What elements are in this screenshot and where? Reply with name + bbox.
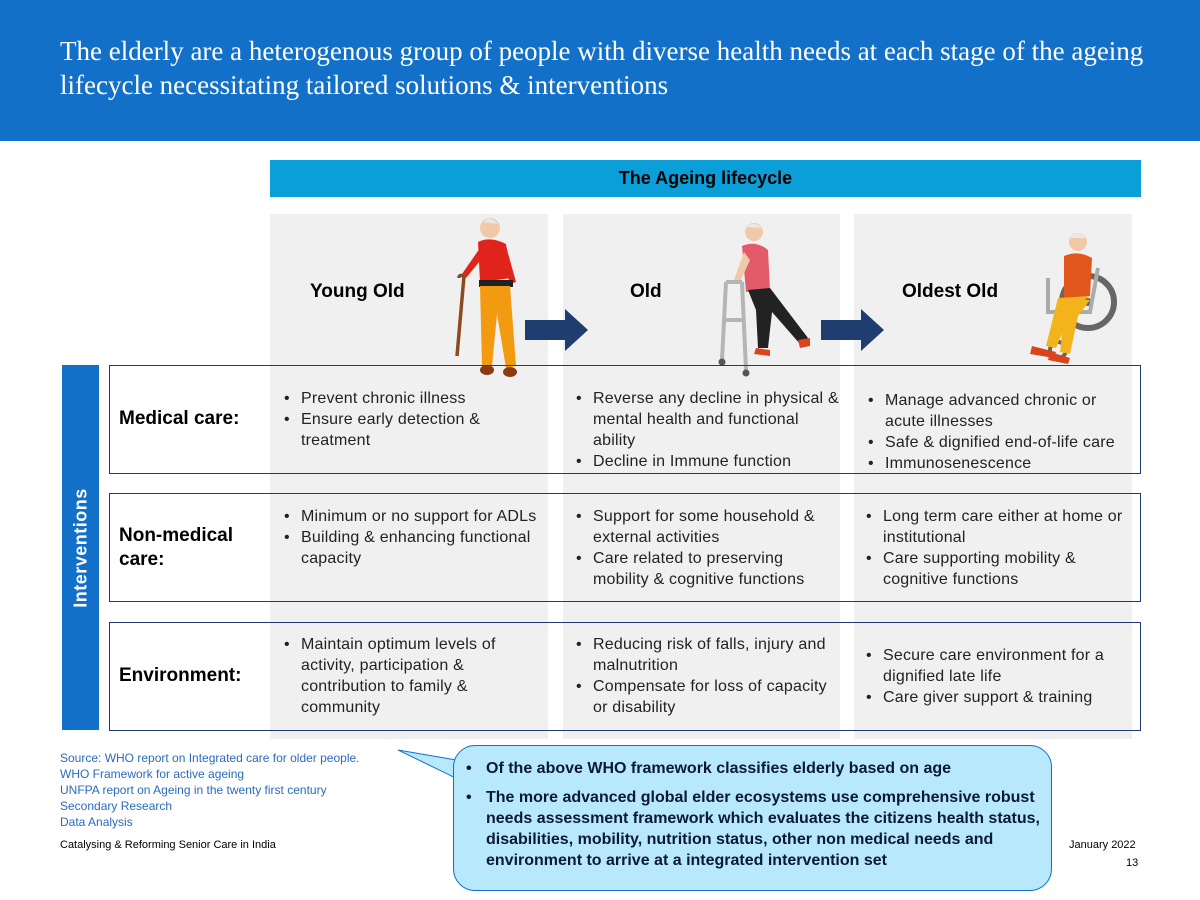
callout-text: which evaluates the citizens health status, disabilities, mobility, nutrition status, other non medical needs and environment to arrive at a integrated intervention set [486, 810, 1040, 869]
elderly-with-walker-icon [712, 220, 812, 380]
list-item: • Manage advanced chronic or acute illnesses [861, 390, 1137, 432]
ageing-lifecycle-banner [270, 160, 1141, 197]
list-item: • Secure care environment for a dignified late life [859, 645, 1137, 687]
cell-non-medical-young-old [277, 506, 545, 569]
list-item: • Ensure early detection & treatment [277, 409, 545, 451]
list-item: • Reverse any decline in physical & mental health and functional ability [569, 388, 841, 451]
callout-highlight: advanced global elder ecosystems use comprehensive robust needs assessment framework [486, 789, 1035, 827]
callout-text: The more [486, 789, 563, 806]
source-line: Source: WHO report on Integrated care for older people. [60, 751, 360, 765]
cell-environment-old [569, 634, 841, 718]
right-arrow-icon [821, 309, 885, 351]
list-item: • Decline in Immune function [569, 451, 841, 472]
ageing-lifecycle-title: The Ageing lifecycle [618, 168, 793, 188]
elderly-with-cane-icon [450, 216, 530, 381]
row-label-medical-care: Medical care: [119, 408, 240, 429]
footer-date: January 2022 [1069, 839, 1136, 851]
cell-environment-oldest-old [859, 645, 1137, 708]
page-number: 13 [1126, 857, 1139, 869]
slide-header [0, 0, 1200, 141]
list-item: • Care supporting mobility & cognitive functions [859, 548, 1137, 590]
row-label-environment: Environment: [119, 665, 242, 686]
list-item: • Compensate for loss of capacity or disability [569, 676, 841, 718]
footer-report-title: Catalysing & Reforming Senior Care in India [60, 839, 276, 851]
cell-medical-old [569, 388, 841, 472]
row-label-non-medical-care: Non-medical care: [119, 525, 234, 570]
cell-medical-oldest-old [861, 390, 1137, 474]
source-line: UNFPA report on Ageing in the twenty first century [60, 783, 327, 797]
list-item: • Care related to preserving mobility & cognitive functions [569, 548, 841, 590]
list-item: • Building & enhancing functional capacity [277, 527, 545, 569]
source-notes [60, 750, 360, 830]
slide-title: The elderly are a heterogenous group of people with diverse health needs at each stage of the ageing lifecycle necessitating tailored solutions & interventions [60, 36, 1144, 100]
stage-old: Old [630, 281, 662, 302]
list-item: • Care giver support & training [859, 687, 1137, 708]
list-item: • Maintain optimum levels of activity, participation & contribution to family & community [277, 634, 545, 718]
list-item: • Long term care either at home or institutional [859, 506, 1137, 548]
cell-environment-young-old [277, 634, 545, 718]
callout-bullet: • Of the above WHO framework classifies elderly based on age [466, 758, 1046, 779]
callout-box [453, 745, 1052, 891]
callout-bullet [466, 787, 1046, 871]
cell-non-medical-old [569, 506, 841, 590]
source-line: Data Analysis [60, 815, 133, 829]
list-item: • Minimum or no support for ADLs [277, 506, 545, 527]
list-item: • Immunosenescence [861, 453, 1137, 474]
list-item: • Safe & dignified end-of-life care [861, 432, 1137, 453]
stage-oldest-old: Oldest Old [902, 281, 999, 302]
cell-medical-young-old [277, 388, 545, 451]
right-arrow-icon [525, 309, 589, 351]
interventions-label: Interventions [62, 365, 99, 730]
elderly-in-wheelchair-icon [1020, 228, 1125, 368]
stage-young-old: Young Old [310, 281, 405, 302]
cell-non-medical-oldest-old [859, 506, 1137, 590]
source-line: Secondary Research [60, 799, 173, 813]
list-item: • Support for some household & external activities [569, 506, 841, 548]
source-line: WHO Framework for active ageing [60, 767, 245, 781]
list-item: • Reducing risk of falls, injury and malnutrition [569, 634, 841, 676]
list-item: • Prevent chronic illness [277, 388, 545, 409]
